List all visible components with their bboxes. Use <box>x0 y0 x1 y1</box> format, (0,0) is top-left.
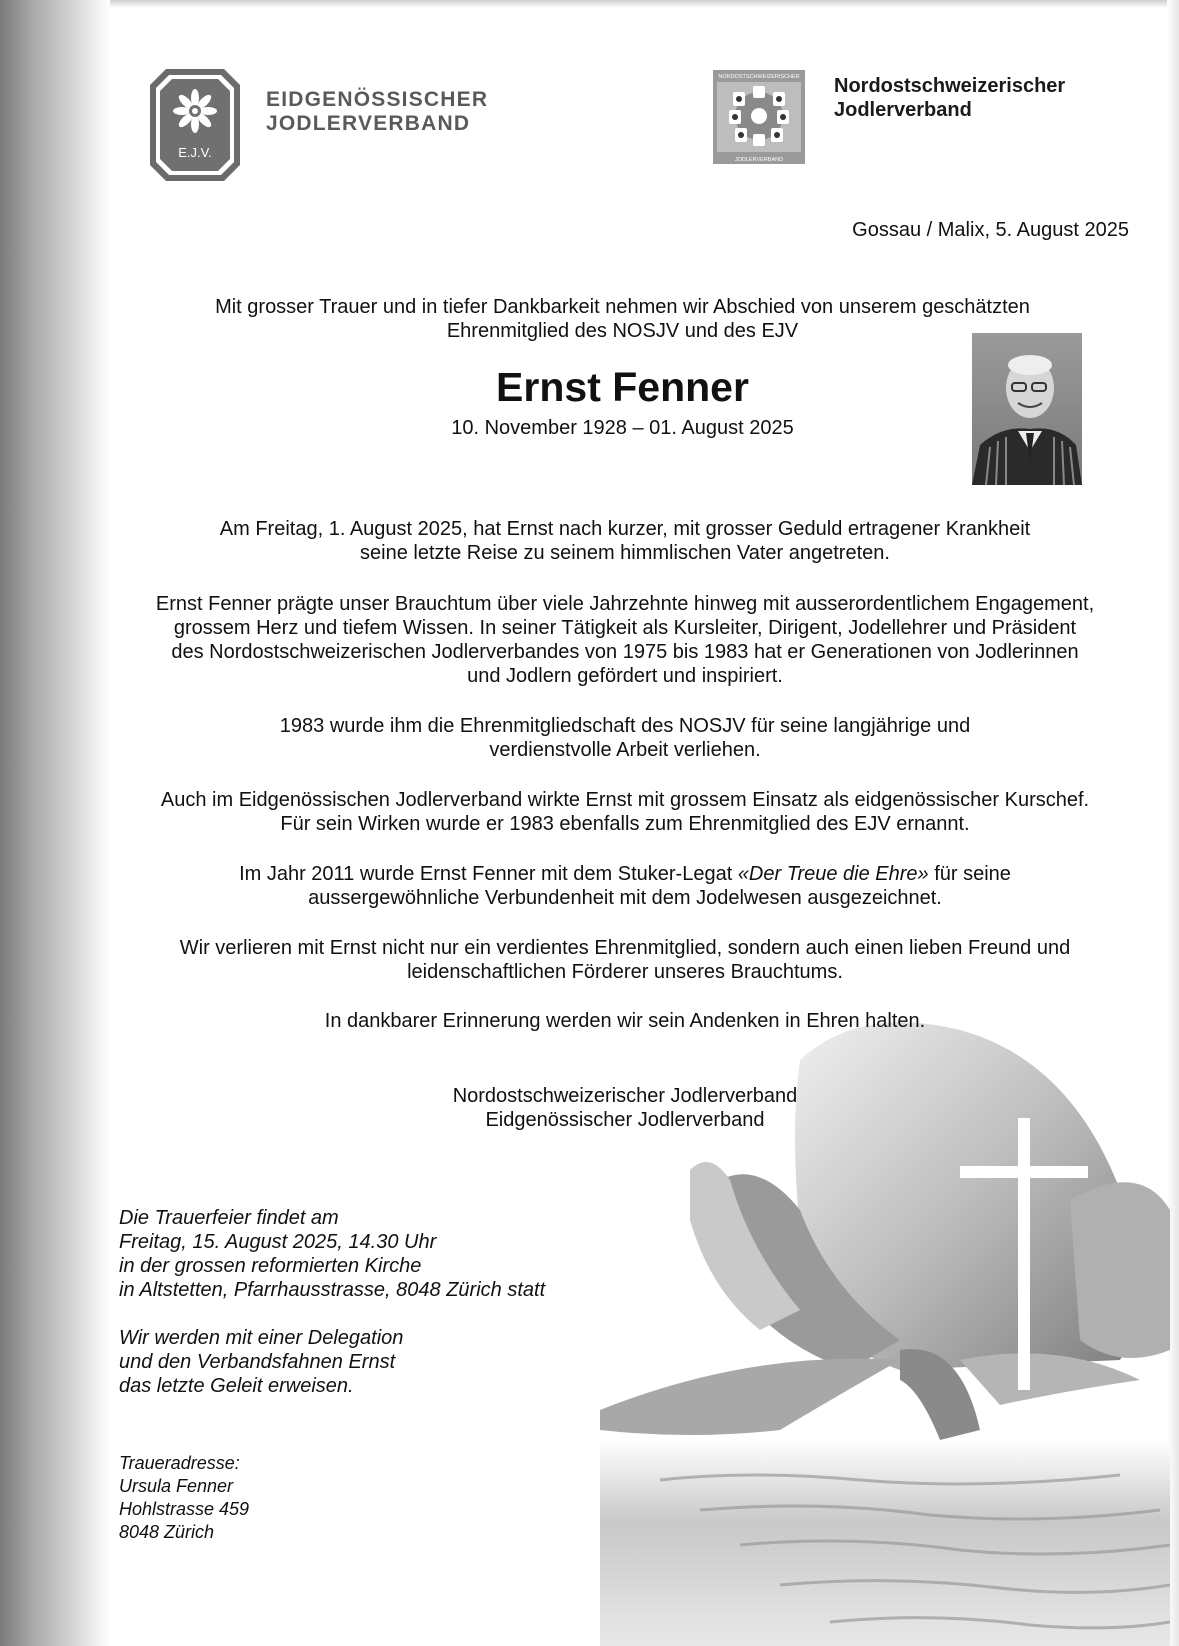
nosjv-name-line2: Jodlerverband <box>834 99 972 121</box>
date-line: Gossau / Malix, 5. August 2025 <box>852 219 1129 241</box>
mourning-address <box>119 1452 249 1544</box>
life-dates: 10. November 1928 – 01. August 2025 <box>451 417 794 439</box>
nosjv-name-line1: Nordostschweizerischer <box>834 75 1066 97</box>
paragraph-3 <box>110 714 1140 762</box>
p2-line2: grossem Herz und tiefem Wissen. In seiner Tätigkeit als Kursleiter, Dirigent, Jodellehrer und Präsident <box>173 617 1077 639</box>
p4-line2: Für sein Wirken wurde er 1983 ebenfalls zum Ehrenmitglied des EJV ernannt. <box>280 813 970 835</box>
signoff-line2: Eidgenössischer Jodlerverband <box>485 1109 765 1131</box>
address-city: 8048 Zürich <box>119 1522 215 1542</box>
p3-line2: verdienstvolle Arbeit verliehen. <box>489 739 761 761</box>
p2-line4: und Jodlern gefördert und inspiriert. <box>467 665 783 687</box>
page-left-shadow <box>0 0 110 1646</box>
ejv-name-line2: JODLERVERBAND <box>266 112 471 135</box>
ejv-name-line1: EIDGENÖSSISCHER <box>266 88 489 111</box>
p5-quote: «Der Treue die Ehre» <box>737 863 929 885</box>
funeral-line4: in Altstetten, Pfarrhausstrasse, 8048 Zürich statt <box>119 1279 546 1301</box>
p2-line1: Ernst Fenner prägte unser Brauchtum über viele Jahrzehnte hinweg mit ausserordentlichem Engagement, <box>155 593 1095 615</box>
funeral-line2: Freitag, 15. August 2025, 14.30 Uhr <box>119 1231 437 1253</box>
funeral-line3: in der grossen reformierten Kirche <box>119 1255 422 1277</box>
paragraph-7: In dankbarer Erinnerung werden wir sein Andenken in Ehren halten. <box>324 1010 926 1032</box>
address-name: Ursula Fenner <box>119 1476 234 1496</box>
p4-line1: Auch im Eidgenössischen Jodlerverband wirkte Ernst mit grossem Einsatz als eidgenössischer Kurschef. <box>160 789 1090 811</box>
page-top-edge <box>0 0 1179 8</box>
p6-line2: leidenschaftlichen Förderer unseres Brauchtums. <box>407 961 843 983</box>
nosjv-name <box>834 74 1065 122</box>
p1-line1: Am Freitag, 1. August 2025, hat Ernst nach kurzer, mit grosser Geduld ertragener Krankheit <box>219 518 1031 540</box>
ejv-logo-text: E.J.V. <box>178 145 212 160</box>
p5-line2: aussergewöhnliche Verbundenheit mit dem Jodelwesen ausgezeichnet. <box>308 887 942 909</box>
signoff-line1: Nordostschweizerischer Jodlerverband <box>452 1085 798 1107</box>
p5-line1 <box>110 862 1140 886</box>
nosjv-logo-bottom-text: JODLERVERBAND <box>734 157 784 163</box>
intro-line1: Mit grosser Trauer und in tiefer Dankbarkeit nehmen wir Abschied von unserem geschätzten <box>215 296 1030 318</box>
delegation-line1: Wir werden mit einer Delegation <box>119 1327 404 1349</box>
ejv-name <box>266 88 488 136</box>
paragraph-1 <box>110 517 1140 565</box>
p5-text-after: für seine <box>928 863 1011 885</box>
delegation-line2: und den Verbandsfahnen Ernst <box>119 1351 396 1373</box>
paragraph-5 <box>110 862 1140 910</box>
deceased-name: Ernst Fenner <box>496 364 749 410</box>
ejv-logo <box>148 67 242 183</box>
funeral-info <box>119 1206 545 1398</box>
portrait-photo <box>972 333 1082 485</box>
funeral-line1: Die Trauerfeier findet am <box>119 1207 339 1229</box>
nosjv-logo <box>713 70 805 164</box>
address-street: Hohlstrasse 459 <box>119 1499 250 1519</box>
p6-line1: Wir verlieren mit Ernst nicht nur ein verdientes Ehrenmitglied, sondern auch einen lieben Freund und <box>179 937 1071 959</box>
p2-line3: des Nordostschweizerischen Jodlerverbandes von 1975 bis 1983 hat er Generationen von Jodlerinnen <box>171 641 1079 663</box>
paragraph-6 <box>110 936 1140 984</box>
delegation-line3: das letzte Geleit erweisen. <box>119 1375 354 1397</box>
signoff <box>110 1084 1140 1132</box>
funeral-spacer <box>119 1302 545 1326</box>
address-label: Traueradresse: <box>119 1453 240 1473</box>
intro-line2: Ehrenmitglied des NOSJV und des EJV <box>446 320 799 342</box>
nosjv-logo-top-text: NORDOSTSCHWEIZERISCHER <box>718 74 800 80</box>
paragraph-4 <box>110 788 1140 836</box>
p5-text-before: Im Jahr 2011 wurde Ernst Fenner mit dem Stuker-Legat <box>239 863 738 885</box>
paragraph-2 <box>110 592 1140 688</box>
p1-line2: seine letzte Reise zu seinem himmlischen Vater angetreten. <box>360 542 890 564</box>
p3-line1: 1983 wurde ihm die Ehrenmitgliedschaft des NOSJV für seine langjährige und <box>279 715 971 737</box>
